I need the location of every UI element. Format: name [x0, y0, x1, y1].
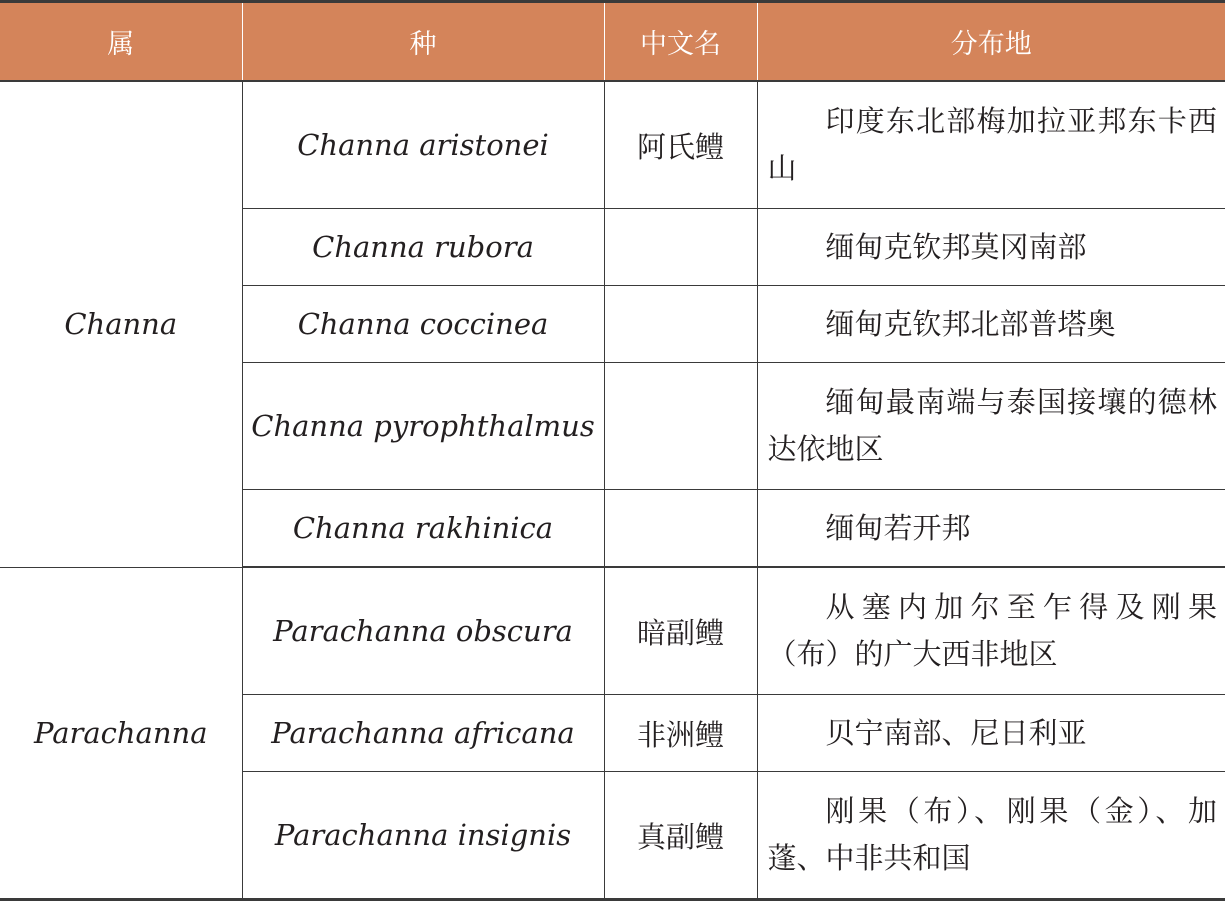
distribution-cell: 缅甸最南端与泰国接壤的德林达依地区	[757, 363, 1225, 490]
chinese-name-cell: 暗副鳢	[604, 567, 757, 695]
species-cell: Channa pyrophthalmus	[242, 363, 604, 490]
table-header-row	[0, 2, 1225, 82]
header-chinese-name: 中文名	[604, 2, 757, 82]
distribution-cell: 缅甸克钦邦莫冈南部	[757, 209, 1225, 286]
distribution-cell: 刚果（布）、刚果（金）、加蓬、中非共和国	[757, 772, 1225, 900]
genus-cell: Parachanna	[0, 567, 242, 900]
species-cell: Channa rakhinica	[242, 490, 604, 568]
chinese-name-cell: 真副鳢	[604, 772, 757, 900]
species-cell: Channa coccinea	[242, 286, 604, 363]
header-species: 种	[242, 2, 604, 82]
chinese-name-cell: 非洲鳢	[604, 695, 757, 772]
distribution-cell: 印度东北部梅加拉亚邦东卡西山	[757, 81, 1225, 209]
header-genus: 属	[0, 2, 242, 82]
chinese-name-cell: 阿氏鳢	[604, 81, 757, 209]
table-row	[0, 567, 1225, 695]
distribution-cell: 缅甸若开邦	[757, 490, 1225, 568]
chinese-name-cell	[604, 209, 757, 286]
header-distribution: 分布地	[757, 2, 1225, 82]
species-cell: Parachanna insignis	[242, 772, 604, 900]
species-cell: Channa aristonei	[242, 81, 604, 209]
species-cell: Parachanna africana	[242, 695, 604, 772]
species-cell: Parachanna obscura	[242, 567, 604, 695]
chinese-name-cell	[604, 363, 757, 490]
distribution-cell: 缅甸克钦邦北部普塔奥	[757, 286, 1225, 363]
chinese-name-cell	[604, 490, 757, 568]
genus-cell: Channa	[0, 81, 242, 567]
table-row	[0, 81, 1225, 209]
chinese-name-cell	[604, 286, 757, 363]
distribution-cell: 贝宁南部、尼日利亚	[757, 695, 1225, 772]
distribution-cell: 从塞内加尔至乍得及刚果（布）的广大西非地区	[757, 567, 1225, 695]
species-cell: Channa rubora	[242, 209, 604, 286]
